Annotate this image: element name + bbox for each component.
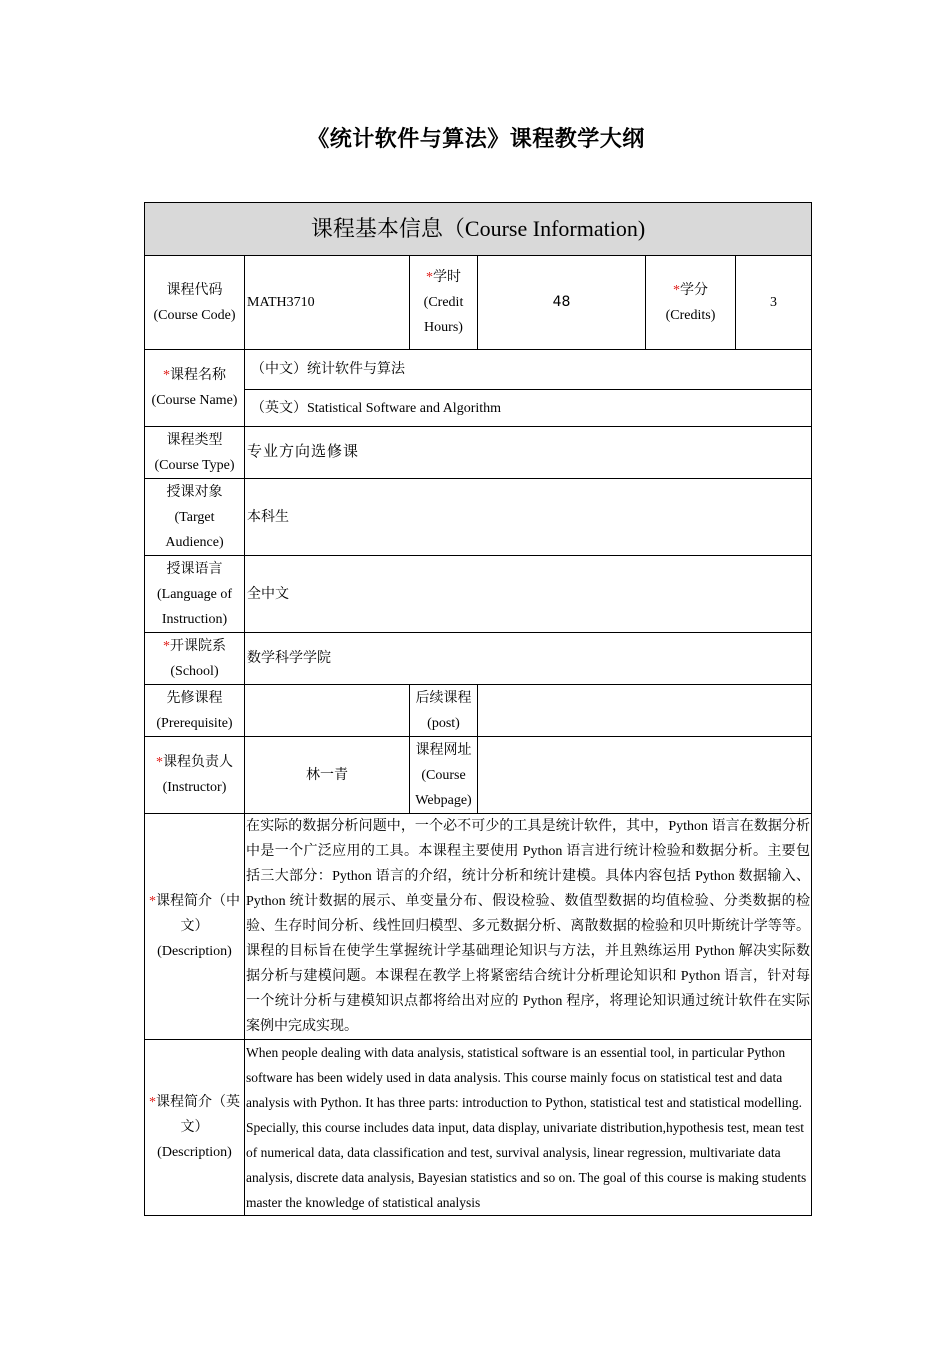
course-code-label: 课程代码 (Course Code) — [145, 256, 245, 350]
audience-label: 授课对象 (Target Audience) — [145, 479, 245, 556]
course-type-label: 课程类型 (Course Type) — [145, 427, 245, 479]
required-star: * — [673, 282, 680, 298]
description-en-text: When people dealing with data analysis, statistical software is an essential tool, in particular Python software has been widely used in data analysis. This course mainly focus on statistical test and data analysis with Python. It has three parts: introduction to Python, statistical test and statistical modelling. Specially, this course includes data input, data display, univariate distribution,hypothesis test, mean test of numerical data, data classification and test, survival analysis, linear regression, multivariate data analysis, discrete data analysis, Bayesian statistics and so on. The goal of this course is making students master the knowledge of statistical analysis — [245, 1040, 812, 1216]
course-type-row — [145, 427, 812, 479]
language-row — [145, 556, 812, 633]
required-star: * — [156, 755, 163, 770]
webpage-label: 课程网址 (Course Webpage) — [410, 737, 478, 814]
post-label: 后续课程 (post) — [410, 685, 478, 737]
language-value: 全中文 — [245, 556, 812, 633]
required-star: * — [149, 894, 156, 909]
audience-row — [145, 479, 812, 556]
required-star: * — [426, 270, 433, 285]
description-en-label: *课程简介（英文） (Description) — [145, 1040, 245, 1216]
webpage-value — [478, 737, 812, 814]
credits-value: 3 — [736, 256, 812, 350]
prerequisite-row — [145, 685, 812, 737]
audience-value: 本科生 — [245, 479, 812, 556]
credits-label: *学分 (Credits) — [646, 256, 736, 350]
hours-label: *学时 (Credit Hours) — [410, 256, 478, 350]
hours-value: 48 — [478, 256, 646, 350]
page-title: 《统计软件与算法》课程教学大纲 — [307, 127, 645, 152]
course-info-table — [144, 202, 812, 1216]
course-name-label: *课程名称 (Course Name) — [145, 350, 245, 427]
language-label: 授课语言 (Language of Instruction) — [145, 556, 245, 633]
course-name-en: （英文）Statistical Software and Algorithm — [245, 390, 812, 427]
school-row — [145, 633, 812, 685]
instructor-row — [145, 737, 812, 814]
course-type-value: 专业方向选修课 — [245, 427, 812, 479]
required-star: * — [149, 1095, 156, 1110]
course-name-cn: （中文）统计软件与算法 — [245, 350, 812, 390]
prerequisite-label: 先修课程 (Prerequisite) — [145, 685, 245, 737]
post-value — [478, 685, 812, 737]
course-code-value: MATH3710 — [245, 256, 410, 350]
description-cn-row — [145, 814, 812, 1040]
course-name-row-cn — [145, 350, 812, 390]
description-en-row — [145, 1040, 812, 1216]
header-cn: 课程基本信息 — [310, 217, 443, 242]
prerequisite-value — [245, 685, 410, 737]
course-name-row-en — [145, 390, 812, 427]
table-header — [145, 203, 812, 256]
description-cn-text: 在实际的数据分析问题中，一个必不可少的工具是统计软件，其中，Python 语言在数据分析中是一个广泛应用的工具。本课程主要使用 Python 语言进行统计检验和数据分析。主要包括三大部分：Python 语言的介绍，统计分析和统计建模。具体内容包括 Python 数据输入、Python 统计数据的展示、单变量分布、假设检验、数值型数据的均值检验、分类数据的检验、生存时间分析、线性回归模型、多元数据分析、离散数据的检验和贝叶斯统计学等等。课程的目标旨在使学生掌握统计学基础理论知识与方法，并且熟练运用 Python 解决实际数据分析与建模问题。本课程在教学上将紧密结合统计分析理论知识和 Python 语言，针对每一个统计分析与建模知识点都将给出对应的 Python 程序，将理论知识通过统计软件在实际案例中完成实现。 — [245, 814, 812, 1040]
instructor-value: 林一青 — [245, 737, 410, 814]
school-value: 数学科学学院 — [245, 633, 812, 685]
code-row — [145, 256, 812, 350]
instructor-label: *课程负责人 (Instructor) — [145, 737, 245, 814]
school-label: *开课院系 (School) — [145, 633, 245, 685]
required-star: * — [163, 368, 170, 383]
table-header-row — [145, 203, 812, 256]
header-en: （Course Information) — [442, 216, 646, 241]
required-star: * — [163, 638, 170, 654]
description-cn-label: *课程简介（中文） (Description) — [145, 814, 245, 1040]
